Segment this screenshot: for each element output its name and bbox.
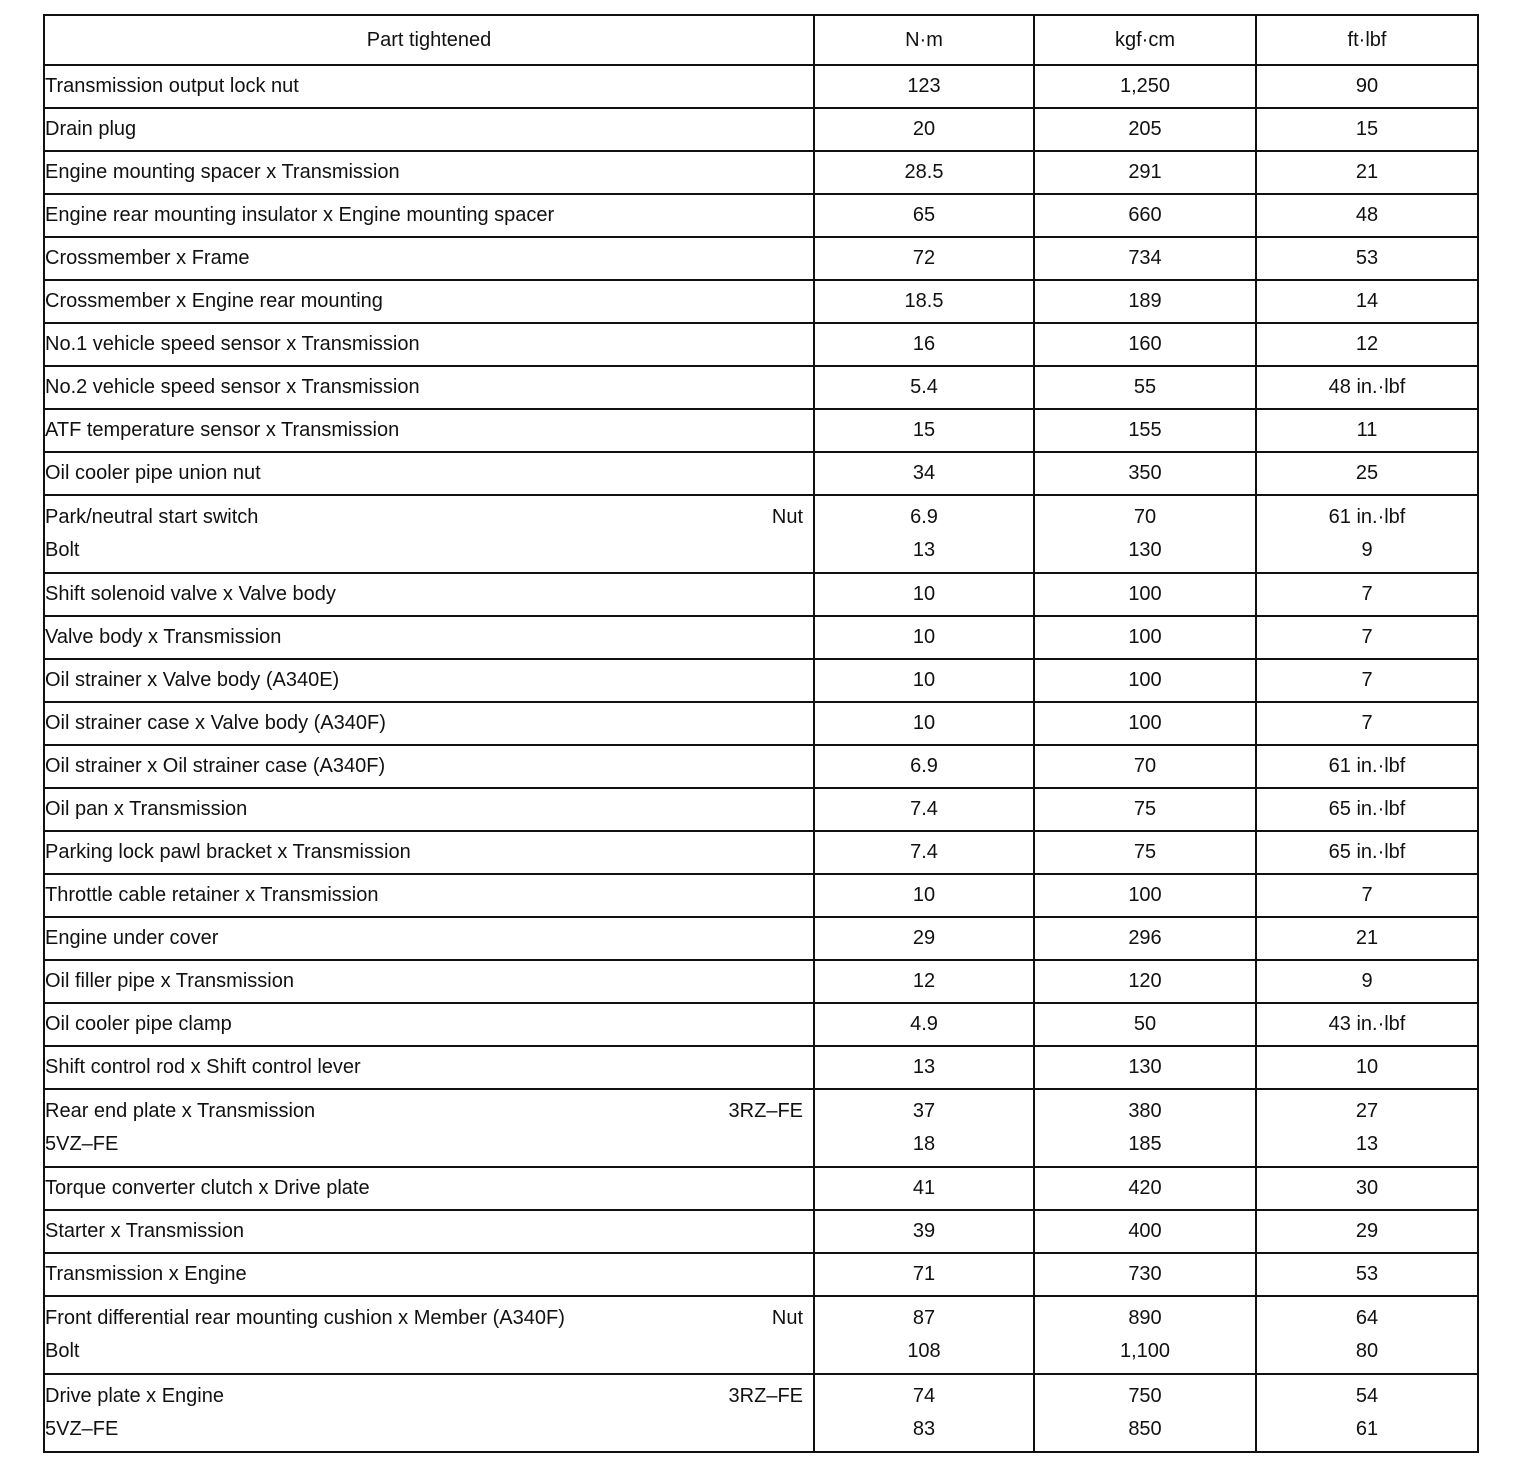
kgf-value: 291	[1034, 151, 1256, 194]
kgf-value: 420	[1034, 1167, 1256, 1210]
nm-value: 41	[814, 1167, 1034, 1210]
part-sub-line	[45, 1380, 813, 1413]
part-sub-lines	[45, 1297, 813, 1373]
kgf-sub-values	[1035, 1375, 1255, 1451]
kgf-value: 205	[1034, 108, 1256, 151]
kgf-value: 1,250	[1034, 65, 1256, 108]
part-cell: Valve body x Transmission	[44, 616, 814, 659]
ft-value: 25	[1256, 452, 1478, 495]
part-cell: No.2 vehicle speed sensor x Transmission	[44, 366, 814, 409]
table-row	[44, 280, 1478, 323]
nm-value: 18.5	[814, 280, 1034, 323]
ft-value: 27	[1355, 1100, 1379, 1122]
part-cell: Transmission output lock nut	[44, 65, 814, 108]
part-cell: Drain plug	[44, 108, 814, 151]
ft-value: 80	[1355, 1340, 1379, 1362]
nm-value: 6.9	[814, 745, 1034, 788]
ft-value: 13	[1355, 1133, 1379, 1155]
table-row	[44, 788, 1478, 831]
nm-value: 71	[814, 1253, 1034, 1296]
torque-spec-table	[43, 14, 1479, 1453]
kgf-value: 160	[1034, 323, 1256, 366]
nm-value: 10	[814, 874, 1034, 917]
part-name: Front differential rear mounting cushion x Member (A340F)	[45, 1307, 565, 1329]
nm-value: 34	[814, 452, 1034, 495]
table-row	[44, 1374, 1478, 1452]
kgf-value: 55	[1034, 366, 1256, 409]
ft-value: 43 in.·lbf	[1256, 1003, 1478, 1046]
ft-value: 10	[1256, 1046, 1478, 1089]
kgf-value: 100	[1034, 659, 1256, 702]
ft-sub-values	[1257, 1090, 1477, 1166]
table-row	[44, 573, 1478, 616]
part-cell: Engine rear mounting insulator x Engine mounting spacer	[44, 194, 814, 237]
part-cell: Shift solenoid valve x Valve body	[44, 573, 814, 616]
part-cell: Oil filler pipe x Transmission	[44, 960, 814, 1003]
ft-value: 61 in.·lbf	[1328, 506, 1406, 528]
ft-value: 9	[1256, 960, 1478, 1003]
nm-cell	[814, 1296, 1034, 1374]
part-cell: Engine mounting spacer x Transmission	[44, 151, 814, 194]
part-name: Drive plate x Engine	[45, 1385, 224, 1407]
kgf-value: 100	[1034, 573, 1256, 616]
ft-value: 53	[1256, 1253, 1478, 1296]
part-cell: Oil strainer x Valve body (A340E)	[44, 659, 814, 702]
nm-value: 10	[814, 573, 1034, 616]
ft-value: 48 in.·lbf	[1256, 366, 1478, 409]
kgf-value: 70	[1133, 506, 1157, 528]
kgf-value: 100	[1034, 874, 1256, 917]
nm-value: 83	[912, 1418, 936, 1440]
ft-value: 65 in.·lbf	[1256, 788, 1478, 831]
part-sub-line	[45, 1302, 813, 1335]
nm-value: 16	[814, 323, 1034, 366]
kgf-value: 350	[1034, 452, 1256, 495]
table-row	[44, 1046, 1478, 1089]
table-body	[44, 65, 1478, 1452]
sub-label: Nut	[771, 506, 803, 528]
table-row	[44, 831, 1478, 874]
ft-sub-values	[1257, 496, 1477, 572]
table-row	[44, 917, 1478, 960]
kgf-value: 296	[1034, 917, 1256, 960]
part-cell: Oil strainer case x Valve body (A340F)	[44, 702, 814, 745]
kgf-sub-values	[1035, 1090, 1255, 1166]
table-row	[44, 409, 1478, 452]
kgf-value: 750	[1128, 1385, 1162, 1407]
ft-cell	[1256, 495, 1478, 573]
ft-cell	[1256, 1089, 1478, 1167]
table-row	[44, 108, 1478, 151]
nm-value: 20	[814, 108, 1034, 151]
nm-value: 12	[814, 960, 1034, 1003]
kgf-value: 70	[1034, 745, 1256, 788]
part-sub-line	[45, 1095, 813, 1128]
part-sub-line	[45, 534, 813, 567]
part-sub-lines	[45, 496, 813, 572]
table-row	[44, 1210, 1478, 1253]
nm-value: 4.9	[814, 1003, 1034, 1046]
nm-cell	[814, 1089, 1034, 1167]
kgf-value: 660	[1034, 194, 1256, 237]
nm-value: 72	[814, 237, 1034, 280]
ft-value: 65 in.·lbf	[1256, 831, 1478, 874]
nm-value: 13	[814, 1046, 1034, 1089]
part-cell: Oil strainer x Oil strainer case (A340F)	[44, 745, 814, 788]
nm-cell	[814, 1374, 1034, 1452]
kgf-cell	[1034, 1374, 1256, 1452]
kgf-value: 730	[1034, 1253, 1256, 1296]
sub-label: Bolt	[45, 1340, 80, 1362]
kgf-value: 189	[1034, 280, 1256, 323]
nm-value: 5.4	[814, 366, 1034, 409]
header-ft-lbf: ft·lbf	[1256, 15, 1478, 65]
nm-value: 15	[814, 409, 1034, 452]
nm-value: 29	[814, 917, 1034, 960]
nm-value: 65	[814, 194, 1034, 237]
sub-label: Nut	[771, 1307, 803, 1329]
kgf-value: 100	[1034, 702, 1256, 745]
table-row	[44, 1253, 1478, 1296]
part-sub-line	[45, 501, 813, 534]
ft-value: 54	[1355, 1385, 1379, 1407]
part-cell: Parking lock pawl bracket x Transmission	[44, 831, 814, 874]
ft-value: 29	[1256, 1210, 1478, 1253]
kgf-cell	[1034, 1089, 1256, 1167]
table-row	[44, 323, 1478, 366]
nm-value: 108	[907, 1340, 941, 1362]
ft-sub-values	[1257, 1375, 1477, 1451]
ft-value: 21	[1256, 917, 1478, 960]
ft-value: 90	[1256, 65, 1478, 108]
kgf-value: 850	[1128, 1418, 1162, 1440]
ft-cell	[1256, 1374, 1478, 1452]
nm-value: 123	[814, 65, 1034, 108]
part-cell: Throttle cable retainer x Transmission	[44, 874, 814, 917]
part-cell: Oil cooler pipe union nut	[44, 452, 814, 495]
kgf-value: 400	[1034, 1210, 1256, 1253]
nm-value: 18	[912, 1133, 936, 1155]
table-row	[44, 702, 1478, 745]
part-cell	[44, 1374, 814, 1452]
ft-value: 14	[1256, 280, 1478, 323]
sub-label: Bolt	[45, 539, 80, 561]
ft-value: 11	[1256, 409, 1478, 452]
kgf-value: 890	[1128, 1307, 1162, 1329]
part-cell	[44, 1296, 814, 1374]
header-part-tightened: Part tightened	[44, 15, 814, 65]
part-sub-line	[45, 1128, 813, 1161]
kgf-value: 155	[1034, 409, 1256, 452]
kgf-value: 120	[1034, 960, 1256, 1003]
part-cell: Starter x Transmission	[44, 1210, 814, 1253]
nm-value: 37	[912, 1100, 936, 1122]
kgf-sub-values	[1035, 496, 1255, 572]
kgf-value: 380	[1128, 1100, 1162, 1122]
nm-value: 28.5	[814, 151, 1034, 194]
kgf-value: 185	[1128, 1133, 1162, 1155]
ft-value: 30	[1256, 1167, 1478, 1210]
nm-value: 7.4	[814, 831, 1034, 874]
kgf-value: 734	[1034, 237, 1256, 280]
table-row	[44, 366, 1478, 409]
table-row	[44, 237, 1478, 280]
table-row	[44, 1167, 1478, 1210]
ft-value: 7	[1256, 702, 1478, 745]
ft-value: 15	[1256, 108, 1478, 151]
ft-value: 7	[1256, 659, 1478, 702]
kgf-value: 130	[1034, 1046, 1256, 1089]
sub-label: 5VZ–FE	[45, 1418, 119, 1440]
nm-sub-values	[815, 1375, 1033, 1451]
part-cell: Engine under cover	[44, 917, 814, 960]
nm-cell	[814, 495, 1034, 573]
part-sub-lines	[45, 1090, 813, 1166]
part-cell: Crossmember x Engine rear mounting	[44, 280, 814, 323]
nm-value: 7.4	[814, 788, 1034, 831]
nm-sub-values	[815, 1090, 1033, 1166]
kgf-value: 1,100	[1119, 1340, 1171, 1362]
ft-value: 7	[1256, 616, 1478, 659]
nm-value: 87	[912, 1307, 936, 1329]
ft-value: 12	[1256, 323, 1478, 366]
part-cell: No.1 vehicle speed sensor x Transmission	[44, 323, 814, 366]
ft-sub-values	[1257, 1297, 1477, 1373]
part-cell	[44, 495, 814, 573]
sub-label: 3RZ–FE	[728, 1100, 803, 1122]
kgf-value: 50	[1034, 1003, 1256, 1046]
sub-label: 5VZ–FE	[45, 1133, 119, 1155]
table-row	[44, 495, 1478, 573]
ft-value: 9	[1361, 539, 1373, 561]
ft-value: 7	[1256, 573, 1478, 616]
nm-value: 10	[814, 702, 1034, 745]
header-nm: N·m	[814, 15, 1034, 65]
header-kgf-cm: kgf·cm	[1034, 15, 1256, 65]
ft-value: 61 in.·lbf	[1256, 745, 1478, 788]
part-cell: ATF temperature sensor x Transmission	[44, 409, 814, 452]
table-row	[44, 151, 1478, 194]
kgf-cell	[1034, 495, 1256, 573]
part-sub-line	[45, 1413, 813, 1446]
kgf-sub-values	[1035, 1297, 1255, 1373]
table-row	[44, 616, 1478, 659]
table-row	[44, 659, 1478, 702]
nm-value: 39	[814, 1210, 1034, 1253]
part-cell: Oil pan x Transmission	[44, 788, 814, 831]
table-row	[44, 1003, 1478, 1046]
kgf-value: 100	[1034, 616, 1256, 659]
sub-label: 3RZ–FE	[728, 1385, 803, 1407]
part-cell: Crossmember x Frame	[44, 237, 814, 280]
kgf-value: 75	[1034, 788, 1256, 831]
ft-value: 64	[1355, 1307, 1379, 1329]
table-row	[44, 874, 1478, 917]
kgf-value: 75	[1034, 831, 1256, 874]
kgf-cell	[1034, 1296, 1256, 1374]
part-cell: Torque converter clutch x Drive plate	[44, 1167, 814, 1210]
header-row	[44, 15, 1478, 65]
table-row	[44, 1089, 1478, 1167]
nm-value: 10	[814, 659, 1034, 702]
ft-value: 21	[1256, 151, 1478, 194]
table-row	[44, 452, 1478, 495]
part-sub-line	[45, 1335, 813, 1368]
table-row	[44, 745, 1478, 788]
nm-sub-values	[815, 1297, 1033, 1373]
nm-value: 74	[912, 1385, 936, 1407]
part-name: Rear end plate x Transmission	[45, 1100, 316, 1122]
table-row	[44, 1296, 1478, 1374]
table-row	[44, 960, 1478, 1003]
part-sub-lines	[45, 1375, 813, 1451]
ft-value: 48	[1256, 194, 1478, 237]
table-row	[44, 194, 1478, 237]
part-name: Park/neutral start switch	[45, 506, 259, 528]
part-cell: Oil cooler pipe clamp	[44, 1003, 814, 1046]
ft-value: 7	[1256, 874, 1478, 917]
part-cell	[44, 1089, 814, 1167]
nm-value: 10	[814, 616, 1034, 659]
table-row	[44, 65, 1478, 108]
nm-value: 6.9	[910, 506, 938, 528]
kgf-value: 130	[1128, 539, 1162, 561]
nm-sub-values	[815, 496, 1033, 572]
ft-value: 61	[1355, 1418, 1379, 1440]
part-cell: Shift control rod x Shift control lever	[44, 1046, 814, 1089]
nm-value: 13	[912, 539, 936, 561]
ft-cell	[1256, 1296, 1478, 1374]
ft-value: 53	[1256, 237, 1478, 280]
part-cell: Transmission x Engine	[44, 1253, 814, 1296]
